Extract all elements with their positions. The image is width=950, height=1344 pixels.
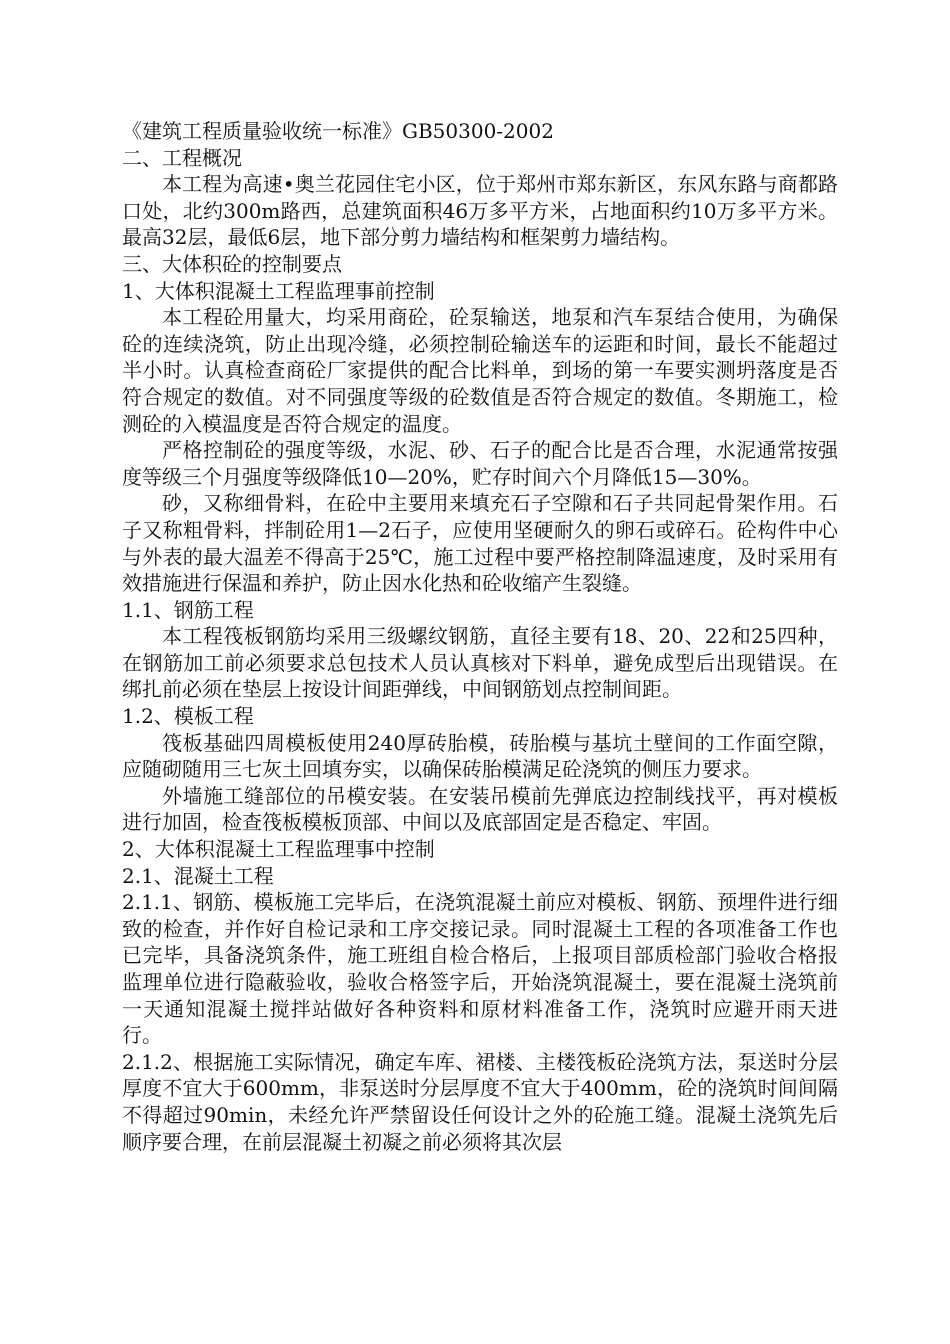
- paragraph-2-1-1: 2.1.1、钢筋、模板施工完毕后，在浇筑混凝土前应对模板、钢筋、预埋件进行细致的检查，并作好自检记录和工序交接记录。同时混凝土工程的各项准备工作也已完毕，具备浇筑条件，施工班组自检合格后，上报项目部质检部门验收合格报监理单位进行隐蔽验收，验收合格签字后，开始浇筑混凝土，要在混凝土浇筑前一天通知混凝土搅拌站做好各种资料和原材料准备工作，浇筑时应避开雨天进行。: [122, 890, 838, 1048]
- paragraph-rebar-works: 本工程筏板钢筋均采用三级螺纹钢筋，直径主要有18、20、22和25四种，在钢筋加工前必须要求总包技术人员认真核对下料单，避免成型后出现错误。在绑扎前必须在垫层上按设计间距弹线，中间钢筋划点控制间距。: [122, 624, 838, 702]
- paragraph-2-1-2: 2.1.2、根据施工实际情况，确定车库、裙楼、主楼筏板砼浇筑方法，泵送时分层厚度不宜大于600mm，非泵送时分层厚度不宜大于400mm，砼的浇筑时间间隔不得超过90min，未经允许严禁留设任何设计之外的砼施工缝。混凝土浇筑先后顺序要合理，在前层混凝土初凝之前必须将其次层: [122, 1049, 838, 1154]
- heading-formwork: 1.2、模板工程: [122, 704, 254, 729]
- heading-in-process-control: 2、大体积混凝土工程监理事中控制: [122, 837, 435, 862]
- paragraph-commercial-concrete: 本工程砼用量大，均采用商砼，砼泵输送，地泵和汽车泵结合使用，为确保砼的连续浇筑，防止出现冷缝，必须控制砼输送车的运距和时间，最长不能超过半小时。认真检查商砼厂家提供的配合比料单，到场的第一车要实测坍落度是否符合规定的数值。对不同强度等级的砼数值是否符合规定的数值。冬期施工，检测砼的入模温度是否符合规定的温度。: [122, 305, 838, 436]
- paragraph-brick-formwork: 筏板基础四周模板使用240厚砖胎模，砖胎模与基坑土壁间的工作面空隙，应随砌随用三七灰土回填夯实，以确保砖胎模满足砼浇筑的侧压力要求。: [122, 730, 838, 782]
- paragraph-hanging-formwork: 外墙施工缝部位的吊模安装。在安装吊模前先弹底边控制线找平，再对模板进行加固，检查筏板模板顶部、中间以及底部固定是否稳定、牢固。: [122, 783, 838, 835]
- heading-project-overview: 二、工程概况: [122, 145, 242, 170]
- standard-reference: 《建筑工程质量验收统一标准》GB50300-2002: [122, 119, 554, 143]
- heading-concrete-works: 2.1、混凝土工程: [122, 863, 274, 888]
- paragraph-aggregates: 砂，又称细骨料，在砼中主要用来填充石子空隙和石子共同起骨架作用。石子又称粗骨料，拌制砼用1—2石子，应使用坚硬耐久的卵石或碎石。砼构件中心与外表的最大温差不得高于25℃，施工过程中要严格控制降温速度，及时采用有效措施进行保温和养护，防止因水化热和砼收缩产生裂缝。: [122, 491, 838, 596]
- heading-pre-control: 1、大体积混凝土工程监理事前控制: [122, 278, 435, 303]
- paragraph-project-overview: 本工程为高速•奥兰花园住宅小区，位于郑州市郑东新区，东风东路与商都路口处，北约300m路西，总建筑面积46万多平方米，占地面积约10万多平方米。最高32层，最低6层，地下部分剪力墙结构和框架剪力墙结构。: [122, 172, 838, 250]
- heading-mass-concrete-control: 三、大体积砼的控制要点: [122, 251, 342, 276]
- document-page: [122, 118, 838, 1155]
- paragraph-strength-grade: 严格控制砼的强度等级，水泥、砂、石子的配合比是否合理，水泥通常按强度等级三个月强度等级降低10—20%，贮存时间六个月降低15—30%。: [122, 438, 838, 489]
- heading-rebar-works: 1.1、钢筋工程: [122, 597, 254, 622]
